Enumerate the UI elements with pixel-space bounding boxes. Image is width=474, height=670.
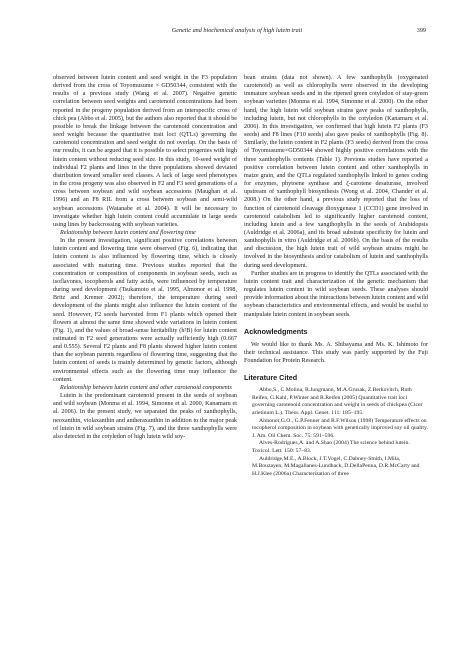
acknowledgments-text: We would like to thank Ms. A. Shibayama and Ms. K. Ishimoto for their technical assistance. This study was partly supported by the Fuji Foundation for Protein Research.: [244, 341, 428, 364]
subsection-heading-flowering: Relationship between lutein content and flowering time: [60, 229, 196, 236]
acknowledgments-heading: Acknowledgments: [244, 326, 308, 336]
running-head: [48, 25, 426, 37]
reference-item: Alves-Rodrigues,A. and A.Shao (2004) The science behind lutein. Toxicol. Lett. 150: 57–83.: [252, 440, 410, 454]
paragraph: In the present investigation, significant positive correlations between lutein content and flowering time were observed (Fig. 6), indicating that lutein content is also influenced by flowering time, which is closely associated with maturing time. Previous studies reported that the concentration or composition of components in soybean seeds, such as isoflavones, tocopherols and fatty acids, were influenced by temperature during seed development (Tsukamoto et al. 1995, Almonor et al. 1998, Britz and Kremer 2002); therefore, the temperature during seed development of the plants might also influence the lutein content of the seed. However, F2 seeds harvested from F1 plants which opened their flowers at almost the same time showed wide variations in lutein content (Fig. 1), and the values of broad-sense heritability (h²B) for lutein content estimated in F2 seed generations were actually sufficiently high (0.667 and 0.555). Several F2 plants and F8 plants showed higher lutein content than the soybean parents regardless of flowering time, suggesting that the lutein content of seeds is mainly determined by genetic factors, although environmental effects such as the flowering time may influence the content.: [53, 238, 237, 383]
paragraph: observed between lutein content and seed weight in the F3 population derived from the cross of Toyomusume × GD50344, consistent with the results of a previous study (Wang et al. 2007). Negative genetic correlation between seed weights and carotenoid concentrations had been reported in the progeny population derived from an interspecific cross of chick pea (Abbo et al. 2005), but the authors also reported that it should be possible to break the linkage between the carotenoid concentration and seed weight because the quantitative trait loci (QTLs) governing the carotenoid concentration and seed weight do not overlap. On the basis of our results, it can be argued that it is possible to select progenies with high lutein content without reducing seed size. In this study, 10-seed weight of individual F2 plants and lines in the three populations showed deviated distribution toward smaller seed classes. A lack of large seed phenotypes in the cross progeny was also observed in F2 and F3 seed generations of a cross between soybean and wild soybean accessions (Maughan et al. 1996) and an F8 RIL from a cross between soybean and semi-wild soybean accessions (Watanabe et al. 2004). It will be necessary to investigate whether high lutein content could accumulate in large seeds using lines by backcrossing with soybean varieties.: [53, 75, 237, 228]
paragraph: Further studies are in progress to identify the QTLs associated with the lutein content trait and characterization of the genetic mechanism that regulates lutein content in wild soybean seeds. These analyses should provide information about the interactions between lutein content and wild soybean characteristics and environmental effects, and would be useful to manipulate lutein content in soybean seeds.: [244, 270, 428, 318]
reference-item: Abbo,S., C.Molina, R.Jungmann, M.A.Grusak, Z.Berkovitch, Ruth Reifen, G.Kahl, P.Winter and R.Reifen (2005) Quantitative trait loci governing carotenoid concentration and weight in seeds of chickpea (Cicer arietinum L.). Theor. Appl. Genet. 111: 185–195.: [252, 387, 423, 416]
paragraph: bean strains (data not shown). A few xanthophylls (oxygenated carotenoid) as well as chlorophylls were observed in the developing immature soybean seeds and in the ripened green cotyledon of stay-green soybean varieties (Monma et al. 1994, Simonne et al. 2000). On the other hand, the high lutein wild soybean strains gave peaks of xanthophylls, including lutein, but not chlorophylls in the cotyledon (Kanamaru et al. 2006). In this investigation, we confirmed that high lutein F2 plants (F3 seeds) and F8 lines (F10 seeds) also gave peaks of xanthophylls (Fig. 8). Similarly, the lutein content in F2 plants (F3 seeds) derived from the cross of Toyomusume×GD50344 showed highly positive correlations with the three xanthophylls contents (Table 1). Previous studies have reported a positive correlation between lutein content and other xanthophylls in maize grain, and the QTLs regulated xanthophylls linked to genes coding for enzymes, phytoene synthase and ζ-carotene desaturase, involved upstream of xanthophyll biosynthesis (Wong et al. 2004, Chander et al. 2008.) On the other hand, a previous study reported that the loss of function of carotenoid cleavage dioxygenase 1 (CCD1) gene involved in carotenoid catabolism led to significantly higher carotenoid content, including lutein and a few xangthophylls in the seeds of Arabidopsis (Auldridge et al. 2006a), and its broad substrate specificity for lutein and xanthophylls in vitro (Auldridge et al. 2006b). On the basis of the results and discussion, the high lutein trait of wild soybean strains might be involved in the biosynthesis and/or catabolism of lutein and xanthophylls during seed development.: [244, 75, 428, 269]
right-column: [244, 74, 428, 478]
running-title: Genetic and biochemical analysis of high lutein trait: [171, 27, 303, 34]
left-column: [53, 74, 237, 441]
paragraph: Lutein is the predominant carotenoid present in the seeds of soybean and wild soybean (Monma et al. 1994, Simonne et al. 2000, Kanamaru et al. 2006). In the present study, we separated the peaks of xanthophylls, neoxanthin, violaxanthin and antheraxanthin in addition to the major peak of lutein in wild soybean strains (Fig. 7), and the three xanthophylls were also detected in the cotyledon of high lutein wild soy-: [53, 393, 237, 440]
reference-list: [244, 387, 428, 478]
literature-cited-heading: Literature Cited: [244, 373, 298, 383]
reference-item: Almonor,G.O., G.P.Fenner and R.F.Wilson (1998) Temperature effects on tocopherol composition in soybean with genetically improved soy oil quality. J. Am. Oil Chem. Soc. 75: 591–596.: [252, 417, 428, 439]
page-number: 399: [416, 27, 426, 34]
reference-item: Auldridge,M.E., A.Block, J.T.Vogel, C.Dabney-Smith, I.Mila, M.Bouzayen, M.Magallanes-Lundback, D.DellaPenna, D.R.McCarty and H.J.Klee (2006a) Characterization of three: [252, 455, 420, 477]
subsection-heading-carotenoid: Relationship between lutein content and other carotenoid components: [60, 384, 232, 391]
